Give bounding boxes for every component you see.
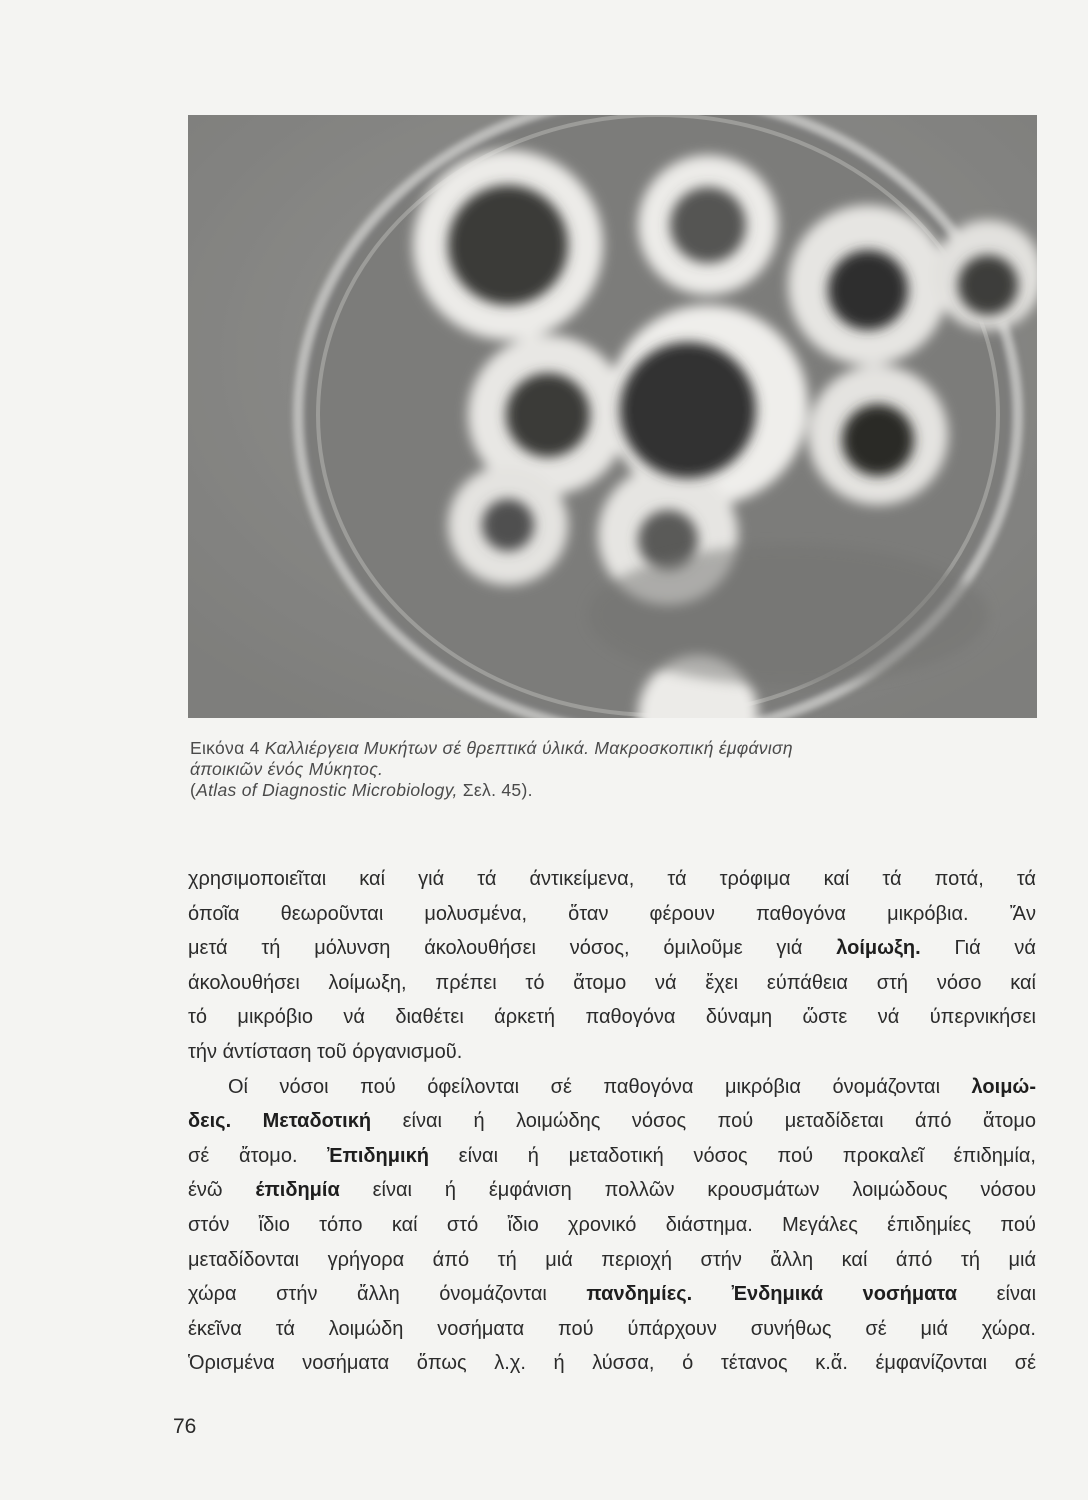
term-epidimiki: Ἐπιδημική: [327, 1144, 429, 1167]
text-line: έκεῖνα τά λοιμώδη νοσήματα πού ύπάρχουν συνήθως σέ μιά χώρα.: [188, 1317, 1036, 1340]
source-page: Σελ. 45).: [457, 780, 533, 800]
text-line: όποῖα θεωροῦνται μολυσμένα, ὅταν φέρουν παθογόνα μικρόβια. Ἄν: [188, 902, 1036, 925]
petri-dish-illustration: [188, 115, 1037, 718]
text-run: είναι: [957, 1283, 1037, 1306]
caption-title-2: άποικιῶν ένός Μύκητος.: [190, 759, 384, 779]
text-run: Οί νόσοι πού όφείλονται σέ παθογόνα μικρόβια όνομάζονται: [228, 1075, 972, 1098]
term-loimodeis-end: δεις.: [188, 1110, 232, 1133]
term-epidimia: έπιδημία: [255, 1179, 340, 1202]
source-paren: (: [190, 780, 197, 800]
caption-source: [190, 780, 1040, 801]
text-line: στόν ἴδιο τόπο καί στό ἴδιο χρονικό διάστημα. Μεγάλες έπιδημίες πού: [188, 1213, 1036, 1236]
text-run: ένῶ: [188, 1179, 256, 1202]
text-line: άκολουθήσει λοίμωξη, πρέπει τό ἄτομο νά ἔχει εύπάθεια στή νόσο καί: [188, 971, 1036, 994]
text-line: μεταδίδονται γρήγορα άπό τή μιά περιοχή στήν ἄλλη καί άπό τή μιά: [188, 1248, 1036, 1271]
text-line: [188, 1173, 1036, 1208]
text-run: Γιά νά: [920, 937, 1036, 960]
text-line: [188, 1070, 1036, 1105]
term-loimoxi: λοίμωξη.: [836, 937, 921, 960]
text-run: μετά τή μόλυνση άκολουθήσει νόσος, όμιλοῦμε γιά: [188, 937, 837, 960]
text-line: χρησιμοποιεῖται καί γιά τά άντικείμενα, τά τρόφιμα καί τά ποτά, τά: [188, 868, 1036, 890]
page-number: 76: [173, 1415, 197, 1438]
text-run: σέ ἄτομο.: [188, 1144, 328, 1167]
caption-line-1: [190, 738, 1040, 759]
text-line: Ὁρισμένα νοσήματα ὅπως λ.χ. ή λύσσα, ό τέτανος κ.ἄ. έμφανίζονται σέ: [188, 1352, 1036, 1375]
text-run: χώρα στήν ἄλλη όνομάζονται: [188, 1283, 587, 1306]
term-loimodeis: λοιμώ-: [971, 1075, 1036, 1098]
text-line: [188, 931, 1036, 966]
source-title: Atlas of Diagnostic Microbiology,: [196, 780, 458, 800]
term-metadotiki: Μεταδοτική: [262, 1110, 372, 1133]
fungal-culture-photo: [188, 115, 1037, 718]
text-run: είναι ή λοιμώδης νόσος πού μεταδίδεται άπό ἄτομο: [371, 1110, 1036, 1133]
term-endimika: Ἐνδημικά νοσήματα: [731, 1283, 958, 1306]
text-run: είναι ή μεταδοτική νόσος πού προκαλεῖ έπιδημία,: [428, 1144, 1036, 1167]
text-line: τήν άντίσταση τοῦ όργανισμοῦ.: [188, 1040, 463, 1063]
text-run: [231, 1110, 263, 1132]
text-line: τό μικρόβιο νά διαθέτει άρκετή παθογόνα δύναμη ὥστε νά ύπερνικήσει: [188, 1006, 1036, 1029]
caption-title-1: Καλλιέργεια Μυκήτων σέ θρεπτικά ύλικά. Μακροσκοπική έμφάνιση: [264, 738, 793, 758]
text-line: [188, 1139, 1036, 1174]
text-line: [188, 1277, 1036, 1312]
body-text: [188, 862, 1036, 1381]
text-run: είναι ή έμφάνιση πολλῶν κρουσμάτων λοιμώδους νόσου: [339, 1179, 1037, 1202]
text-line: [188, 1104, 1036, 1139]
term-pandimies: πανδημίες.: [586, 1283, 693, 1306]
figure-caption: [190, 738, 1040, 801]
caption-label: Εικόνα 4: [190, 738, 265, 758]
text-run: [692, 1283, 732, 1305]
